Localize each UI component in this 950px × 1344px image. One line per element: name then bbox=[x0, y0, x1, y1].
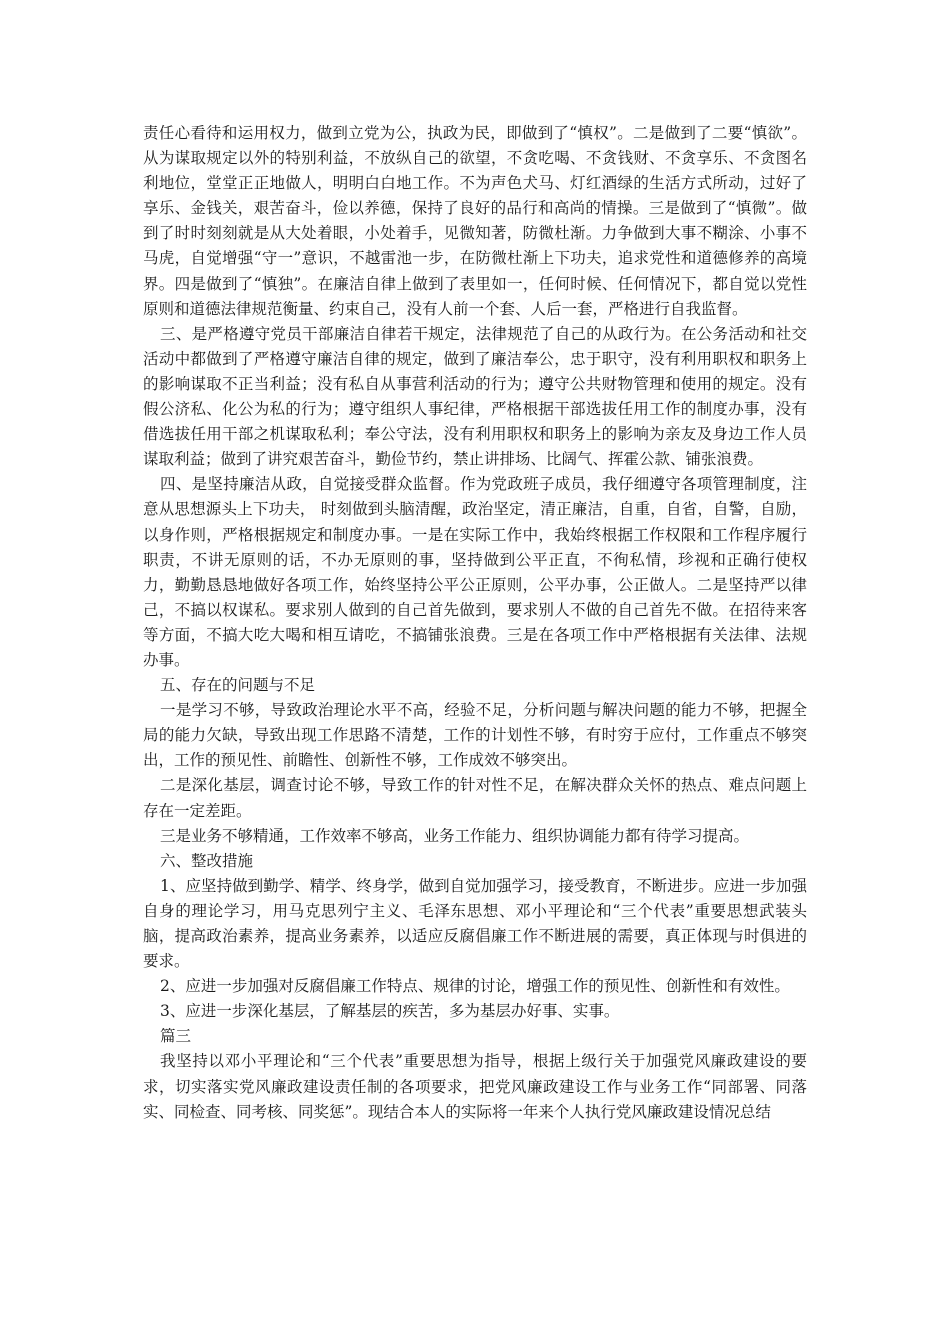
section-heading-measures: 六、整改措施 bbox=[160, 851, 254, 870]
paragraph-7: 三是业务不够精通，工作效率不够高，业务工作能力、组织协调能力都有待学习提高。 bbox=[160, 826, 750, 845]
paragraph-2: 三、是严格遵守党员干部廉洁自律若干规定，法律规范了自己的从政行为。在公务活动和社交活动中都做到了严格遵守廉洁自律的规定，做到了廉洁奉公，忠于职守，没有利用职权和职务上的影响谋取不正当利益；没有私自从事营利活动的行为；遵守公共财物管理和使用的规定。没有假公济私、化公为私的行为；遵守组织人事纪律，严格根据干部选拔任用工作的制度办事，没有借选拔任用干部之机谋取私利；奉公守法，没有利用职权和职务上的影响为亲友及身边工作人员谋取利益；做到了讲究艰苦奋斗，勤俭节约，禁止讲排场、比阔气、挥霍公款、铺张浪费。 bbox=[143, 324, 807, 469]
paragraph-1: 责任心看待和运用权力，做到立党为公，执政为民，即做到了“慎权”。二是做到了二要“慎欲”。从为谋取规定以外的特别利益，不放纵自己的欲望，不贪吃喝、不贪钱财、不贪享乐、不贪图名利地位，堂堂正正地做人，明明白白地工作。不为声色犬马、灯红酒绿的生活方式所动，过好了享乐、金钱关，艰苦奋斗，俭以养德，保持了良好的品行和高尚的情操。三是做到了“慎微”。做到了时时刻刻就是从大处着眼，小处着手，见微知著，防微杜渐。力争做到大事不糊涂、小事不马虎，自觉增强“守一”意识，不越雷池一步，在防微杜渐上下功夫，追求党性和道德修养的高境界。四是做到了“慎独”。在廉洁自律上做到了表里如一，任何时候、任何情况下，都自觉以党性原则和道德法律规范衡量、约束自己，没有人前一个套、人后一套，严格进行自我监督。 bbox=[143, 124, 807, 318]
paragraph-5: 一是学习不够，导致政治理论水平不高，经验不足，分析问题与解决问题的能力不够，把握全局的能力欠缺，导致出现工作思路不清楚，工作的计划性不够，有时穷于应付，工作重点不够突出，工作的预见性、前瞻性、创新性不够，工作成效不够突出。 bbox=[143, 701, 807, 770]
paragraph-6: 二是深化基层，调查讨论不够，导致工作的针对性不足，在解决群众关怀的热点、难点问题上存在一定差距。 bbox=[143, 776, 807, 820]
paragraph-10: 2、应进一步加强对反腐倡廉工作特点、规律的讨论，增强工作的预见性、创新性和有效性。 bbox=[160, 977, 790, 996]
paragraph-3: 四、是坚持廉洁从政，自觉接受群众监督。作为党政班子成员，我仔细遵守各项管理制度，注意从思想源头上下功夫， 时刻做到头脑清醒，政治坚定，清正廉洁，自重，自省，自警，自励，以身作则，严格根据规定和制度办事。一是在实际工作中，我始终根据工作权限和工作程序履行职责，不讲无原则的话，不办无原则的事，坚持做到公平正直，不徇私情，珍视和正确行使权力，勤勤恳恳地做好各项工作，始终坚持公平公正原则，公平办事，公正做人。二是坚持严以律己，不搞以权谋私。要求别人做到的自己首先做到，要求别人不做的自己首先不做。在招待来客等方面，不搞大吃大喝和相互请吃，不搞铺张浪费。三是在各项工作中严格根据有关法律、法规办事。 bbox=[143, 475, 807, 669]
paragraph-9: 1、应坚持做到勤学、精学、终身学，做到自觉加强学习，接受教育，不断进步。应进一步加强自身的理论学习，用马克思列宁主义、毛泽东思想、邓小平理论和“三个代表”重要思想武装头脑，提高政治素养，提高业务素养，以适应反腐倡廉工作不断进展的需要，真正体现与时俱进的要求。 bbox=[143, 876, 807, 971]
section-heading-problems: 五、存在的问题与不足 bbox=[160, 676, 316, 695]
paragraph-13: 我坚持以邓小平理论和“三个代表”重要思想为指导，根据上级行关于加强党风廉政建设的要求，切实落实党风廉政建设责任制的各项要求，把党风廉政建设工作与业务工作“同部署、同落实、同检查、同考核、同奖惩”。现结合本人的实际将一年来个人执行党风廉政建设情况总结 bbox=[143, 1052, 807, 1121]
paragraph-11: 3、应进一步深化基层，了解基层的疾苦，多为基层办好事、实事。 bbox=[160, 1002, 620, 1021]
section-heading-part-three: 篇三 bbox=[160, 1027, 192, 1046]
document-body bbox=[143, 121, 807, 1125]
